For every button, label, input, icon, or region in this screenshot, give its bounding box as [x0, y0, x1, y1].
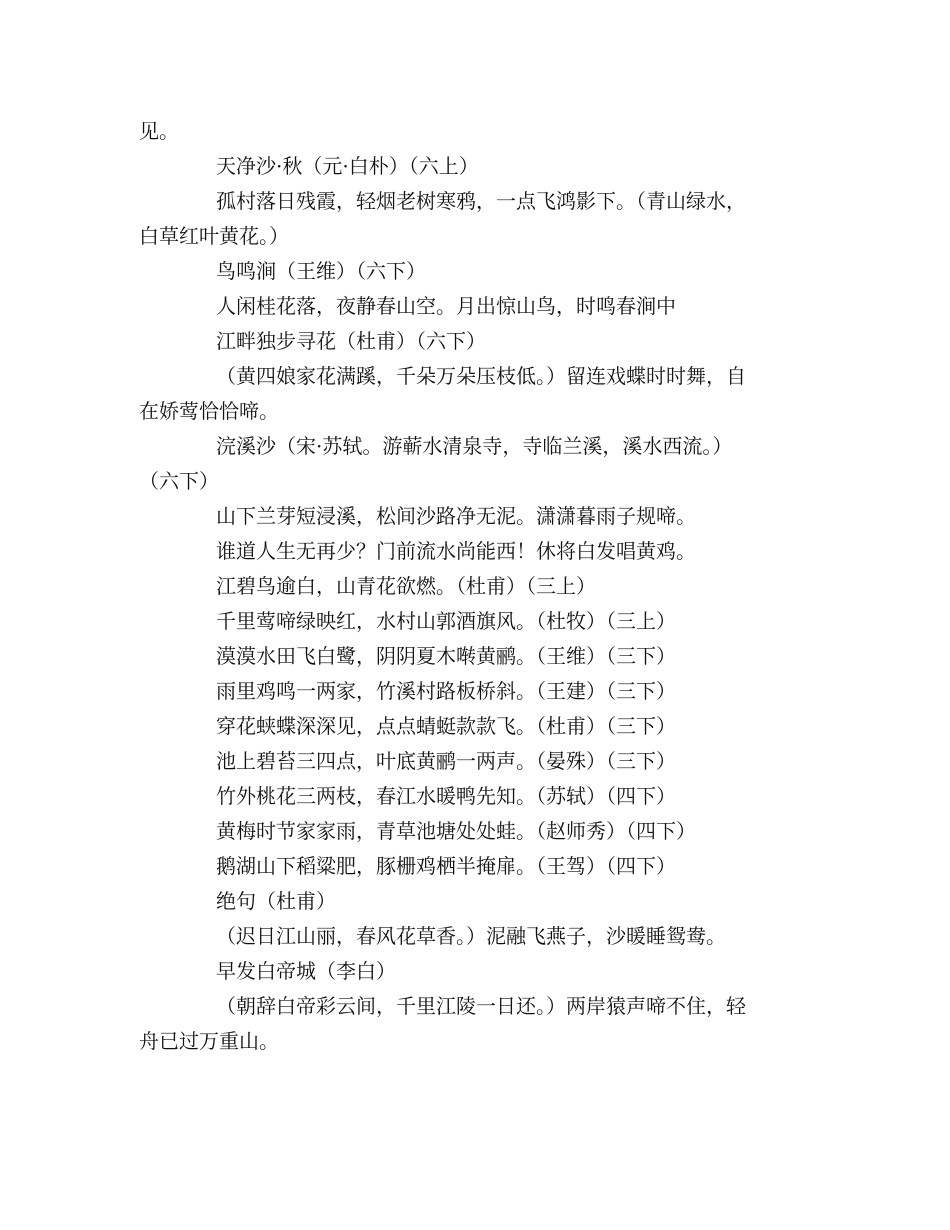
poem-title: 绝句（杜甫）	[216, 889, 336, 913]
poem-title: 天净沙·秋（元·白朴）（六上）	[216, 154, 479, 178]
verse-line: 池上碧苔三四点，叶底黄鹂一两声。（晏殊）（三下）	[216, 749, 676, 773]
text-line: 山下兰芽短浸溪，松间沙路净无泥。潇潇暮雨子规啼。	[216, 504, 696, 528]
verse-line: 穿花蛱蝶深深见，点点蜻蜓款款飞。（杜甫）（三下）	[216, 714, 676, 738]
text-line: 白草红叶黄花。）	[139, 224, 289, 248]
poem-title: 浣溪沙（宋·苏轼。游蕲水清泉寺，寺临兰溪，溪水西流。）	[216, 434, 733, 458]
text-line: 舟已过万重山。	[139, 1029, 279, 1053]
text-line: （六下）	[139, 469, 219, 493]
text-line: 人闲桂花落，夜静春山空。月出惊山鸟，时鸣春涧中	[216, 294, 676, 318]
text-line: 孤村落日残霞，轻烟老树寒鸦，一点飞鸿影下。（青山绿水，	[216, 189, 746, 213]
verse-line: 竹外桃花三两枝，春江水暖鸭先知。（苏轼）（四下）	[216, 784, 676, 808]
verse-line: 鹅湖山下稻粱肥，豚栅鸡栖半掩扉。（王驾）（四下）	[216, 854, 676, 878]
poem-title: 早发白帝城（李白）	[216, 959, 396, 983]
verse-line: 江碧鸟逾白，山青花欲燃。（杜甫）（三上）	[216, 574, 596, 598]
text-line: （迟日江山丽，春风花草香。）泥融飞燕子，沙暖睡鸳鸯。	[216, 924, 726, 948]
verse-line: 雨里鸡鸣一两家，竹溪村路板桥斜。（王建）（三下）	[216, 679, 676, 703]
verse-line: 漠漠水田飞白鹭，阴阴夏木啭黄鹂。（王维）（三下）	[216, 644, 676, 668]
text-line: （黄四娘家花满蹊，千朵万朵压枝低。）留连戏蝶时时舞，自	[216, 364, 746, 388]
document-body	[139, 114, 819, 1059]
text-line: 见。	[139, 119, 179, 143]
text-line: 在娇莺恰恰啼。	[139, 399, 279, 423]
text-line: （朝辞白帝彩云间，千里江陵一日还。）两岸猿声啼不住，轻	[216, 994, 746, 1018]
poem-title: 鸟鸣涧（王维）（六下）	[216, 259, 426, 283]
poem-title: 江畔独步寻花（杜甫）（六下）	[216, 329, 486, 353]
verse-line: 千里莺啼绿映红，水村山郭酒旗风。（杜牧）（三上）	[216, 609, 676, 633]
text-line: 谁道人生无再少？门前流水尚能西！休将白发唱黄鸡。	[216, 539, 696, 563]
verse-line: 黄梅时节家家雨，青草池塘处处蛙。（赵师秀）（四下）	[216, 819, 696, 843]
